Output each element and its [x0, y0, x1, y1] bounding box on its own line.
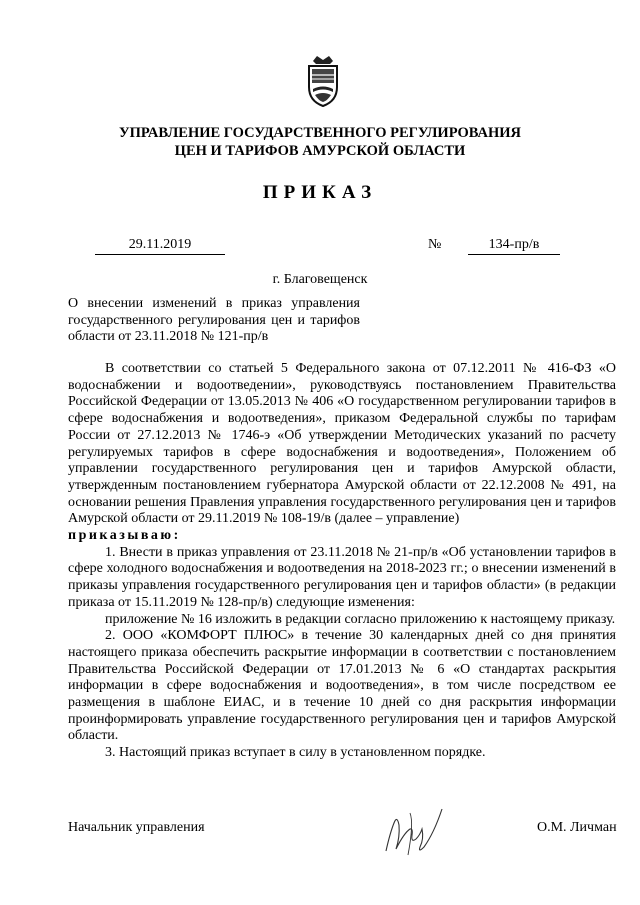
handwritten-signature-icon	[380, 803, 450, 861]
order-word: приказываю:	[68, 528, 181, 544]
document-number: 134-пр/в	[468, 237, 560, 255]
number-sign: №	[428, 237, 442, 252]
organization-name-line-2: ЦЕН И ТАРИФОВ АМУРСКОЙ ОБЛАСТИ	[174, 143, 466, 159]
item-3-paragraph: 3. Настоящий приказ вступает в силу в установленном порядке.	[105, 745, 486, 761]
organization-name-line-1: УПРАВЛЕНИЕ ГОСУДАРСТВЕННОГО РЕГУЛИРОВАНИЯ	[118, 125, 522, 141]
coat-of-arms-icon	[303, 55, 343, 107]
document-subject: О внесении изменений в приказ управления государственного регулирования цен и тарифов области от 23.11.2018 № 121-пр/в	[68, 296, 360, 344]
item-2-paragraph: 2. ООО «КОМФОРТ ПЛЮС» в течение 30 календарных дней со дня принятия настоящего приказа обеспечить раскрытие информации в соответствии с постановлением Правительства Российской Федерации от 17.01.2013 № 6 «О стандартах раскрытия информации в сфере водоснабжения и водоотведения», в том числе посредством ее размещения в шаблоне ЕИАС, и в течение 10 дней со дня раскрытия информации проинформировать управление государственного регулирования цен и тарифов Амурской области.	[68, 628, 616, 744]
item-1-paragraph: 1. Внести в приказ управления от 23.11.2018 № 21-пр/в «Об установлении тарифов в сфере холодного водоснабжения и водоотведения на 2018-2023 гг.; о внесении изменений в приказы управления государственного регулирования цен и тарифов области» (в редакции приказа от 15.11.2019 № 128-пр/в) следующие изменения:	[68, 544, 616, 610]
signatory-name: О.М. Личман	[537, 820, 617, 835]
document-date: 29.11.2019	[95, 237, 225, 255]
preamble-paragraph: В соответствии со статьей 5 Федерального закона от 07.12.2011 № 416-ФЗ «О водоснабжении и водоотведении», руководствуясь постановлением Правительства Российской Федерации от 13.05.2013 № 406 «О государственном регулировании тарифов в сфере водоснабжения и водоотведения», приказом Федеральной службы по тарифам России от 27.12.2013 № 1746-э «Об утверждении Методических указаний по расчету регулируемых тарифов в сфере водоснабжения и водоотведения», Положением об управлении государственного регулирования цен и тарифов Амурской области, утвержденным постановлением губернатора Амурской области от 22.12.2008 № 491, на основании решения Правления управления государственного регулирования цен и тарифов Амурской области от 29.11.2019 № 108-19/в (далее – управление)	[68, 361, 616, 527]
document-type-title: ПРИКАЗ	[262, 182, 378, 203]
document-body	[68, 361, 616, 762]
city: г. Благовещенск	[272, 272, 368, 287]
item-1-sub-paragraph: приложение № 16 изложить в редакции согласно приложению к настоящему приказу.	[105, 611, 616, 627]
signatory-position: Начальник управления	[68, 820, 205, 835]
